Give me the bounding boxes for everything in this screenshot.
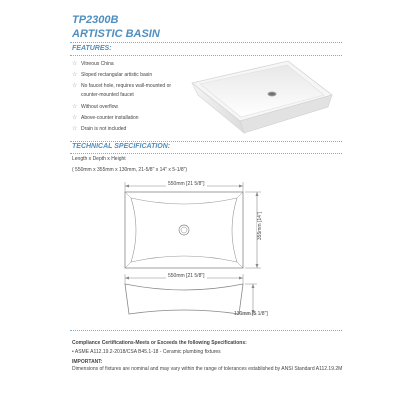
feature-item <box>72 71 152 78</box>
important-text: Dimensions of fixtures are nominal and may vary within the range of tolerances established by ANSI Standard A112.19.2M <box>72 366 343 372</box>
star-outline-icon: ☆ <box>72 72 78 78</box>
feature-item <box>72 82 171 89</box>
front-view-drawing <box>115 270 275 330</box>
technical-top-divider <box>70 141 342 142</box>
feature-item <box>72 60 114 67</box>
feature-item-continued <box>72 92 134 98</box>
technical-divider <box>70 153 342 154</box>
basin-product-image <box>170 55 340 140</box>
model-number: TP2300B <box>72 14 119 26</box>
compliance-title: Compliance Certifications-Meets or Exceeds the following Specifications: <box>72 340 247 346</box>
star-outline-icon: ☆ <box>72 115 78 121</box>
dimensions-value: ( 550mm x 355mm x 130mm, 21-5/8" x 14" x 5-1/8") <box>72 167 188 173</box>
star-outline-icon: ☆ <box>72 83 78 89</box>
top-view-drawing <box>115 178 275 270</box>
star-outline-icon: ☆ <box>72 104 78 110</box>
features-title: FEATURES: <box>72 45 112 52</box>
feature-text: Vitreous China <box>81 60 114 67</box>
compliance-divider <box>70 330 342 331</box>
star-outline-icon: ☆ <box>72 126 78 132</box>
feature-item <box>72 114 139 121</box>
top-width-label: 550mm [21 5/8"] <box>168 181 205 187</box>
feature-text: Without overflow <box>81 103 118 110</box>
star-outline-icon: ☆ <box>72 61 78 67</box>
product-name: ARTISTIC BASIN <box>72 28 160 40</box>
feature-text: Drain is not included <box>81 125 127 132</box>
dimensions-label: Length x Depth x Height <box>72 156 126 162</box>
feature-item <box>72 125 126 132</box>
feature-text: Above-counter installation <box>81 114 139 121</box>
header-divider <box>70 42 342 43</box>
compliance-item: • ASME A112.19.2-2018/CSA B45.1-18 - Ceramic plumbing fixtures <box>72 349 221 355</box>
feature-text: counter-mounted faucet <box>81 92 134 98</box>
important-title: IMPORTANT: <box>72 359 103 365</box>
front-width-label: 550mm [21 5/8"] <box>168 273 205 279</box>
feature-text: No faucet hole, requires wall-mounted or <box>81 82 172 89</box>
front-height-label: 130mm [5 1/8"] <box>234 311 268 317</box>
feature-text: Sloped rectangular artistic basin <box>81 71 153 78</box>
top-depth-label: 355mm [14"] <box>257 211 264 241</box>
feature-item <box>72 103 118 110</box>
technical-title: TECHNICAL SPECIFICATION: <box>72 143 171 150</box>
